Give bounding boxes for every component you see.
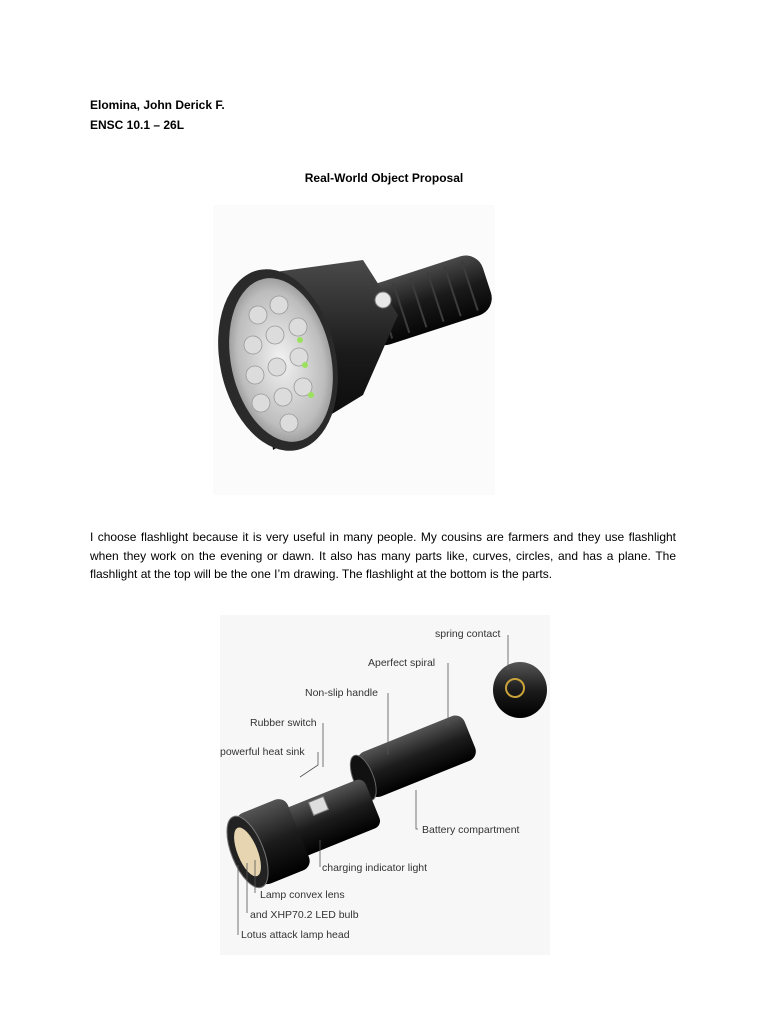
label-handle: Non-slip handle	[305, 687, 378, 699]
flashlight-parts-diagram	[220, 615, 550, 955]
body-paragraph: I choose flashlight because it is very useful in many people. My cousins are farmers and they use flashlight when they work on the evening or dawn. It also has many parts like, curves, circles, and has a plane. The flashlight at the top will be the one I’m drawing. The flashlight at the bottom is the parts.	[90, 530, 676, 581]
author-block	[90, 95, 225, 135]
label-spring-contact: spring contact	[435, 628, 501, 640]
label-switch: Rubber switch	[250, 717, 317, 729]
label-bulb: and XHP70.2 LED bulb	[250, 909, 359, 921]
label-spiral: Aperfect spiral	[368, 657, 436, 669]
label-indicator: charging indicator light	[322, 862, 428, 874]
label-lens: Lamp convex lens	[260, 889, 345, 901]
label-heat-sink: powerful heat sink	[220, 746, 305, 758]
document-title: Real-World Object Proposal	[304, 171, 464, 185]
label-lamp-head: Lotus attack lamp head	[241, 929, 350, 941]
flashlight-photo	[213, 205, 495, 495]
course-code: ENSC 10.1 – 26L	[90, 118, 185, 132]
label-battery: Battery compartment	[422, 824, 520, 836]
author-name: Elomina, John Derick F.	[90, 98, 225, 112]
